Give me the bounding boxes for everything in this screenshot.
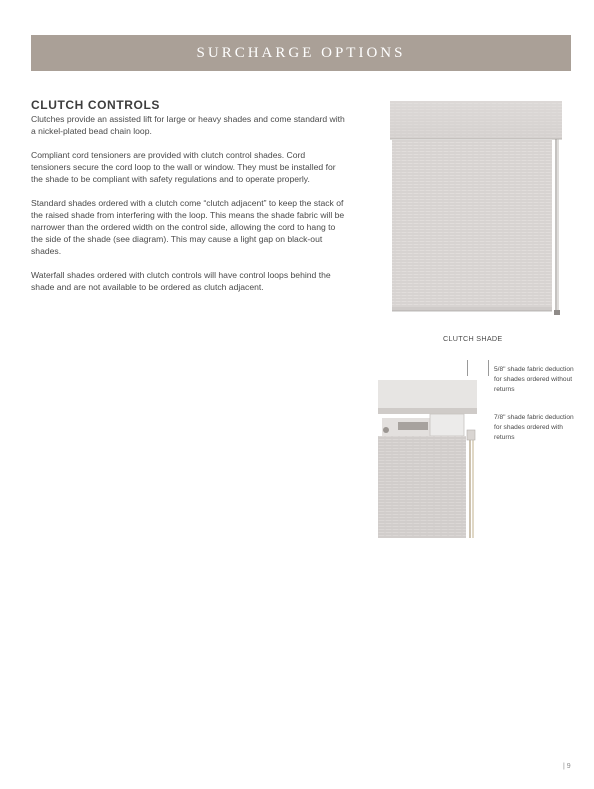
- page-number: | 9: [563, 763, 571, 770]
- figure-caption: CLUTCH SHADE: [443, 334, 503, 343]
- paragraph-clutch-intro: Clutches provide an assisted lift for large or heavy shades and come standard with a nickel-plated bead chain loop.: [31, 114, 345, 136]
- body-text: [31, 113, 346, 305]
- clutch-detail-photo: [378, 380, 477, 538]
- note-with-returns: 7/8" shade fabric deduction for shades ordered with returns: [494, 414, 574, 441]
- note-without-returns: 5/8" shade fabric deduction for shades ordered without returns: [494, 366, 574, 393]
- section-heading: CLUTCH CONTROLS: [31, 98, 160, 112]
- paragraph-cord-tensioners: Compliant cord tensioners are provided with clutch control shades. Cord tensioners secure the cord loop to the wall or window. They must be installed for the shade to be compliant with safety regulations and to operate properly.: [31, 150, 336, 184]
- header-banner: [31, 35, 571, 71]
- clutch-shade-photo: [390, 101, 562, 317]
- paragraph-clutch-adjacent: Standard shades ordered with a clutch come “clutch adjacent” to keep the stack of the raised shade from interfering with the loop. This means the shade fabric will be narrower than the ordered width on the control side, allowing the cord to hang to the side of the shade (see diagram). This may cause a light gap on black-out shades.: [31, 198, 345, 256]
- deduction-marker-with-returns: [488, 360, 489, 376]
- deduction-marker-without-returns: [467, 360, 468, 376]
- paragraph-waterfall: Waterfall shades ordered with clutch controls will have control loops behind the shade and are not available to be ordered as clutch adjacent.: [31, 270, 331, 292]
- banner-title: SURCHARGE OPTIONS: [196, 44, 406, 61]
